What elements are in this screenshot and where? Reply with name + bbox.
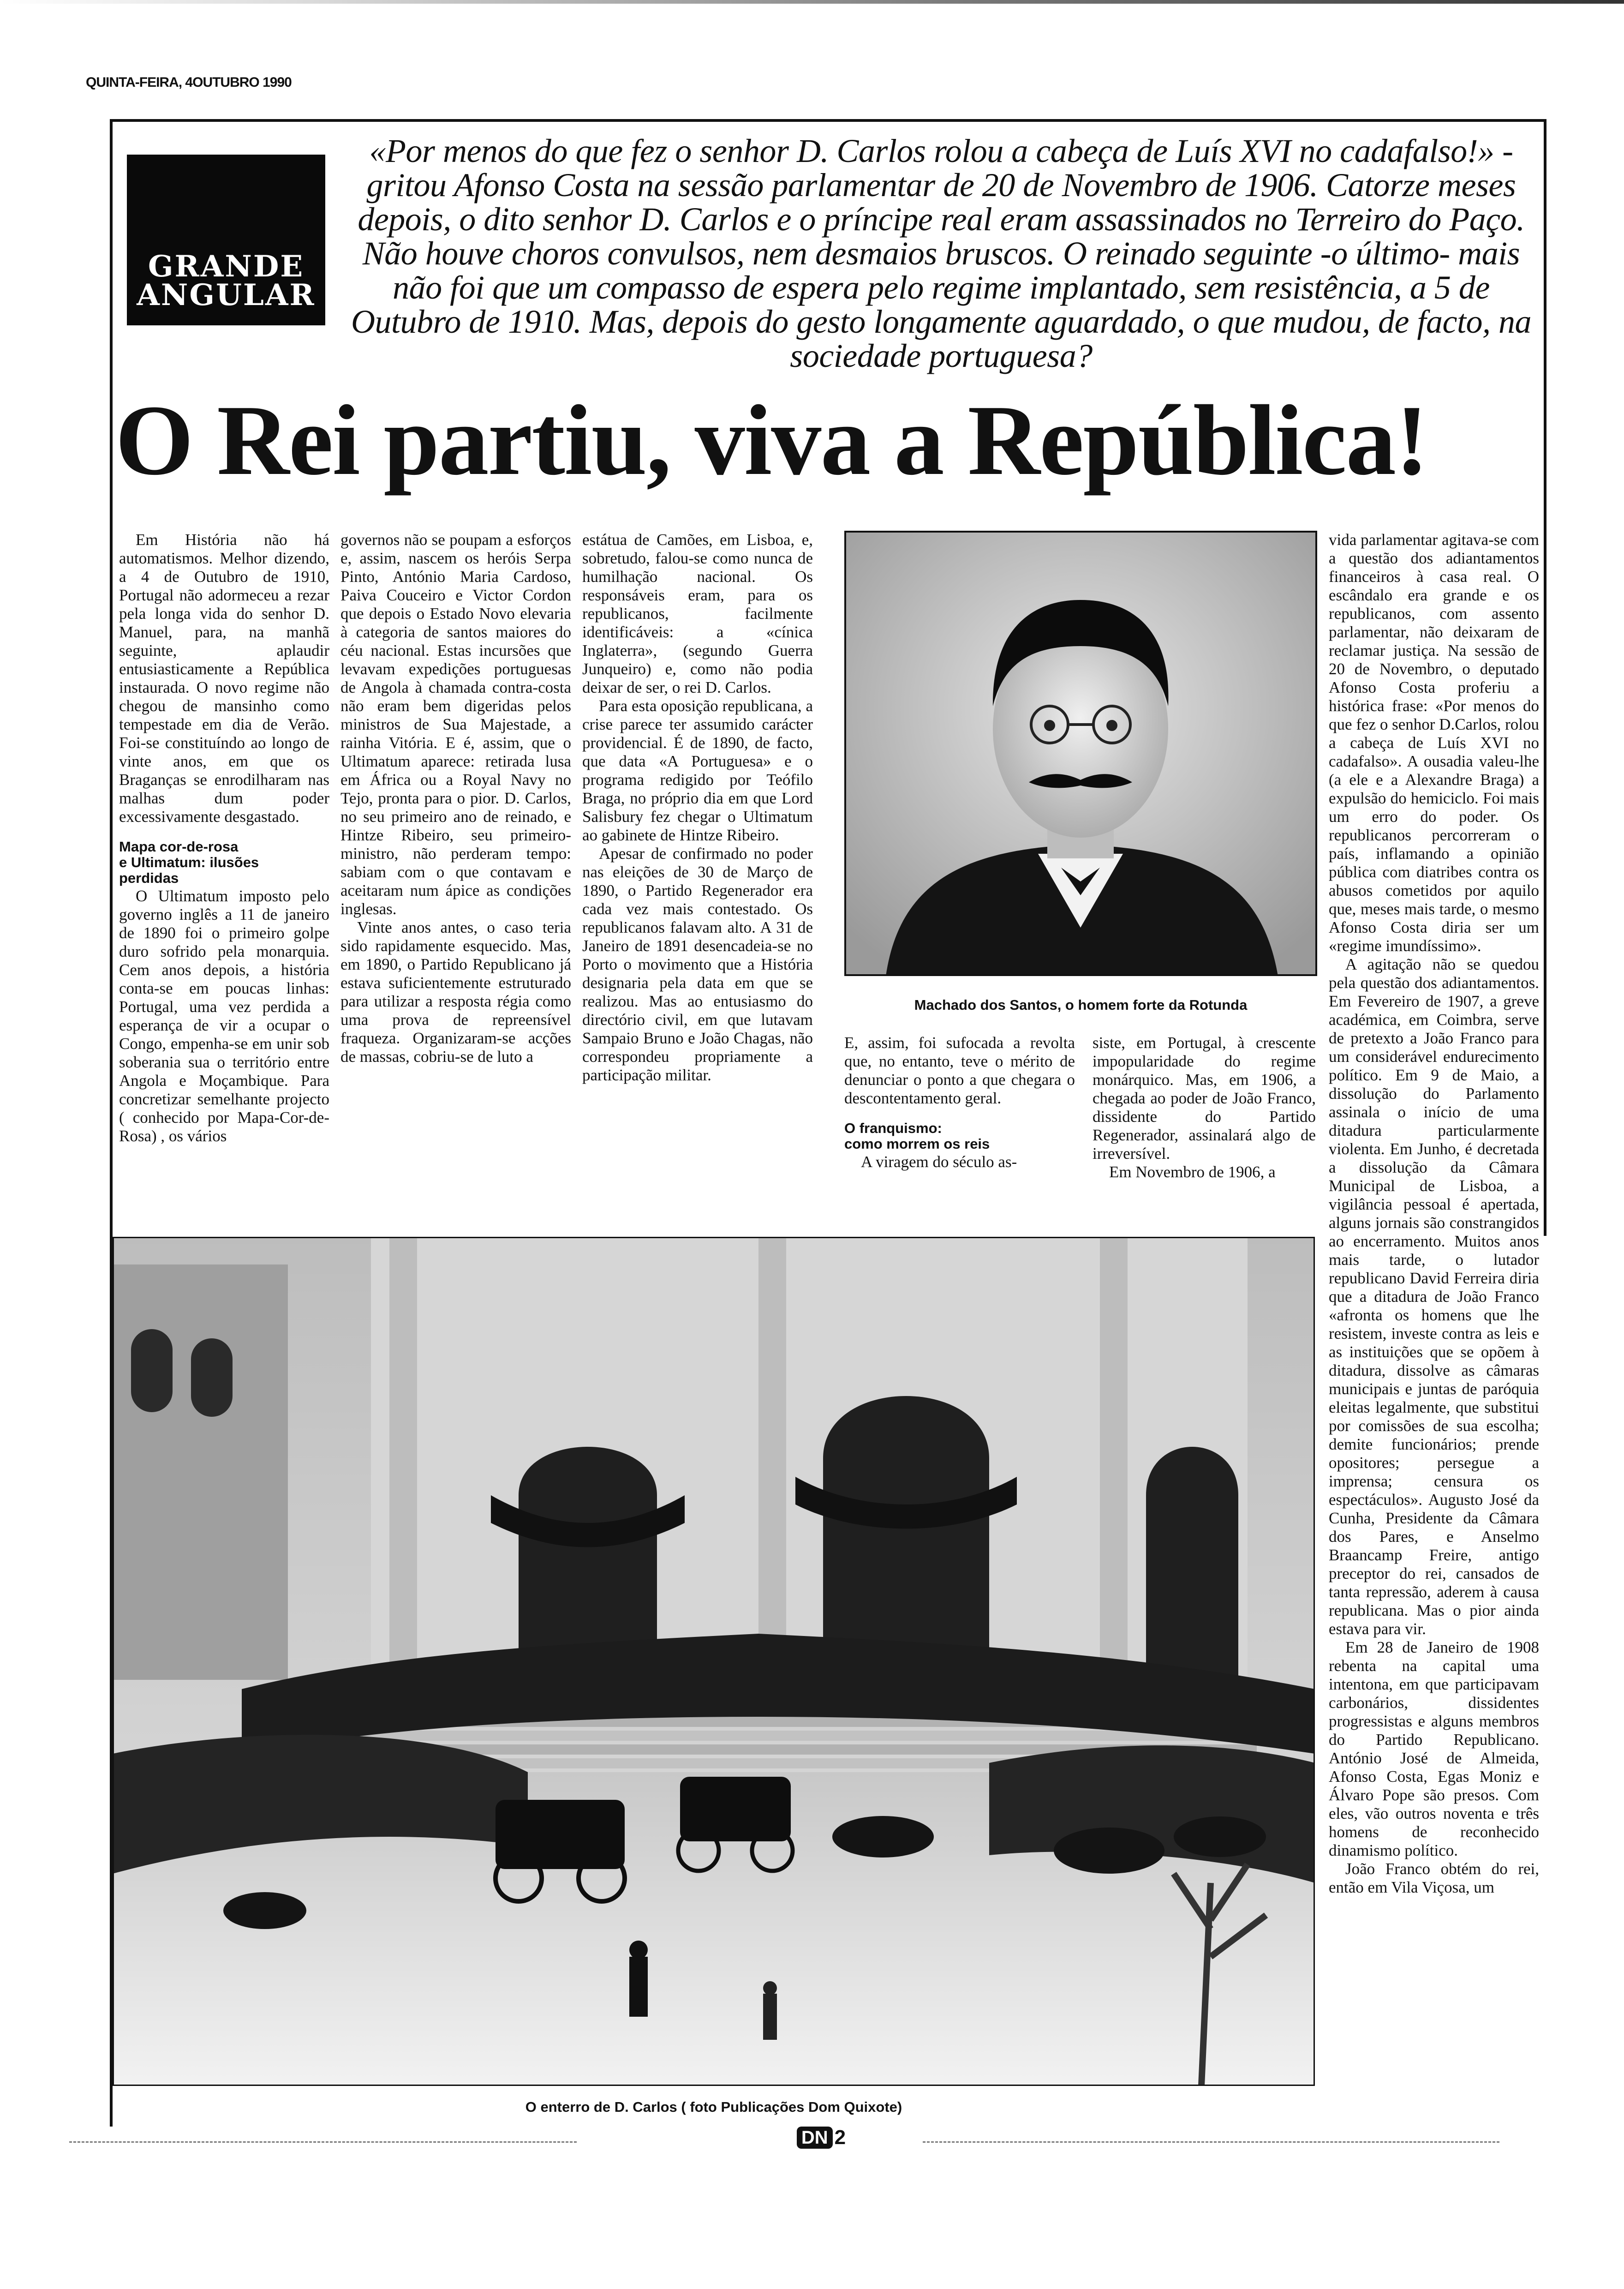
paragraph: governos não se poupam a esforços e, assim, nascem os heróis Serpa Pinto, António Maria Cardoso, Paiva Couceiro e Victor Cordon que depois o Estado Novo elevaria à categoria de santos maiores do céu nacional. Estas incursões que levavam expedições portuguesas de Angola à chamada contra-costa não eram bem digeridas pelos ministros de Sua Majestade, a rainha Vitória. E é, assim, que o Ultimatum aparece: retirada lusa em África ou a Royal Navy no Tejo, pronta para o pior. D. Carlos, no seu primeiro ano de reinado, e Hintze Ribeiro, seu primeiro-ministro, não perderam tempo: sabiam com o que contavam e aceitaram num ápice as condições inglesas.	[340, 531, 571, 918]
paragraph: Em 28 de Janeiro de 1908 rebenta na capital uma intentona, em que participavam carbonários, dissidentes progressistas e alguns membros do Partido Republicano. António José de Almeida, Afonso Costa, Egas Moniz e Álvaro Pope são presos. Com eles, vão outros noventa e três homens de reconhecido dinamismo político.	[1329, 1638, 1539, 1859]
subheading-line: perdidas	[119, 870, 179, 886]
frame-top-rule	[110, 119, 1546, 122]
paragraph: E, assim, foi sufocada a revolta que, no entanto, teve o mérito de denunciar o ponto a que chegara o descontentamento geral.	[844, 1034, 1075, 1107]
paragraph: estátua de Camões, em Lisboa, e, sobretudo, falou-se como nunca de humilhação nacional. Os responsáveis eram, para os republicanos, facilmente identificáveis: a «cínica Inglaterra», (segundo Guerra Junqueiro) e, como não podia deixar de ser, o rei D. Carlos.	[582, 531, 813, 696]
portrait-illustration	[844, 531, 1317, 976]
column-1	[119, 531, 329, 1145]
paragraph: A agitação não se quedou pela questão dos adiantamentos. Em Fevereiro de 1907, a greve académica, em Coimbra, serve de pretexto a João Franco para um considerável endurecimento político. Em 9 de Maio, a dissolução do Parlamento assinala o início de uma ditadura particularmente violenta. Em Junho, é decretada a dissolução da Câmara Municipal de Lisboa, a vigilância pessoal é apertada, alguns jornais são constrangidos ao encerramento. Muitos anos mais tarde, o lutador republicano David Ferreira diria que a ditadura de João Franco «afronta os homens que lhe resistem, investe contra as leis e as instituições que se opõem à ditadura, dissolve as câmaras municipais e juntas de paróquia eleitas legalmente, que substitui por comissões de sua escolha; demite funcionários; prende opositores; persegue a imprensa; censura os espectáculos». Augusto José da Cunha, Presidente da Câmara dos Pares, e Anselmo Braancamp Freire, antigo preceptor do rei, cansados de tanta repressão, aderem à causa republicana. Mas o pior ainda estava para vir.	[1329, 955, 1539, 1638]
paragraph: A viragem do século as-	[861, 1153, 1017, 1171]
subheading-franquismo	[844, 1121, 1075, 1152]
paragraph: Apesar de confirmado no poder nas eleições de 30 de Março de 1890, o Partido Regenerador era cada vez mais contestado. Os republicanos falavam alto. A 31 de Janeiro de 1891 desencadeia-se no Porto o movimento que a História designaria pela data em que se realizou. Mas ao entusiasmo do directório civil, em que lutavam Sampaio Bruno e João Chagas, não correspondeu propriamente a participação militar.	[582, 845, 813, 1084]
intro-standfirst: «Por menos do que fez o senhor D. Carlos rolou a cabeça de Luís XVI no cadafalso!» - gritou Afonso Costa na sessão parlamentar de 20 de Novembro de 1906. Catorze meses depois, o dito senhor D. Carlos e o príncipe real eram assassinados no Terreiro do Paço. Não houve choros convulsos, nem desmaios bruscos. O reinado seguinte -o último- mais não foi que um compasso de espera pelo regime implantado, sem resistência, a 5 de Outubro de 1910. Mas, depois do gesto longamente aguardado, o que mudou, de facto, na sociedade portuguesa?	[351, 132, 1531, 374]
column-6	[1329, 531, 1539, 1897]
paragraph: vida parlamentar agitava-se com a questão dos adiantamentos financeiros à casa real. O escândalo era grande e os republicanos, com assento parlamentar, não deixaram de reclamar justiça. Na sessão de 20 de Novembro, o deputado Afonso Costa proferiu a histórica frase: «Por menos do que fez o senhor D.Carlos, rolou a cabeça de Luís XVI no cadafalso». A ousadia valeu-lhe (a ele e a Alexandre Braga) a expulsão do hemiciclo. Foi mais um erro do poder. Os republicanos percorreram o país, inflamando a opinião pública com diatribes contra os abusos cometidos por aquilo que, meses mais tarde, o mesmo Afonso Costa diria ser um «regime imundíssimo».	[1329, 531, 1539, 955]
paragraph: Em História não há automatismos. Melhor dizendo, a 4 de Outubro de 1910, Portugal não adormeceu a rezar pela longa vida do senhor D. Manuel, para, na manhã seguinte, aplaudir entusiasticamente a República instaurada. O novo regime não chegou de mansinho como tempestade em dia de Verão. Foi-se constituíndo ao longo de vinte anos, em que os Braganças se enrodilharam nas malhas dum poder excessivamente desgastado.	[119, 531, 329, 826]
article-headline: O Rei partiu, viva a República!	[115, 385, 1428, 496]
footer-dash-left	[69, 2141, 577, 2143]
photo-caption: O enterro de D. Carlos ( foto Publicações Dom Quixote)	[525, 2099, 902, 2115]
section-label-line2: ANGULAR	[137, 278, 316, 312]
column-3	[582, 531, 813, 1085]
subheading-mapa	[119, 839, 329, 886]
dateline: QUINTA-FEIRA, 4OUTUBRO 1990	[86, 75, 292, 90]
subheading-line: e Ultimatum: ilusões	[119, 854, 259, 870]
portrait-caption: Machado dos Santos, o homem forte da Rotunda	[914, 997, 1248, 1013]
newspaper-logo: DN	[797, 2127, 833, 2149]
paragraph: siste, em Portugal, à crescente impopularidade do regime monárquico. Mas, em 1906, a chegada ao poder de João Franco, dissidente do Partido Regenerador, assinalará algo de irreversível.	[1093, 1034, 1316, 1162]
funeral-photo	[113, 1237, 1315, 2086]
paragraph: João Franco obtém do rei, então em Vila Viçosa, um	[1329, 1860, 1539, 1896]
column-4	[844, 1034, 1075, 1171]
page-marker	[784, 2124, 858, 2151]
subheading-line: como morrem os reis	[844, 1136, 990, 1152]
paragraph: Para esta oposição republicana, a crise parece ter assumido carácter providencial. É de 1890, de facto, que data «A Portuguesa» e o programa redigido por Teófilo Braga, no próprio dia em que Lord Salisbury fez chegar o Ultimatum ao gabinete de Hintze Ribeiro.	[582, 697, 813, 844]
section-label-line1: GRANDE	[148, 249, 304, 284]
paragraph: O Ultimatum imposto pelo governo inglês a 11 de janeiro de 1890 foi o primeiro golpe duro sofrido pela monarquia. Cem anos depois, a história conta-se em poucas linhas: Portugal, uma vez perdida a esperança de vir a ocupar o Congo, empenha-se em unir sob soberania sua o território entre Angola e Moçambique. Para concretizar semelhante projecto ( conhecido por Mapa-Cor-de-Rosa) , os vários	[119, 887, 329, 1145]
portrait-photo	[844, 531, 1317, 976]
footer-dash-right	[923, 2141, 1499, 2143]
paragraph: Em Novembro de 1906, a	[1109, 1163, 1276, 1181]
top-rule	[0, 0, 1624, 4]
subheading-line: Mapa cor-de-rosa	[119, 839, 239, 855]
column-5	[1093, 1034, 1316, 1181]
subheading-line: O franquismo:	[844, 1120, 942, 1136]
page-number: 2	[834, 2126, 846, 2149]
section-label-box	[127, 155, 325, 325]
paragraph: Vinte anos antes, o caso teria sido rapidamente esquecido. Mas, em 1890, o Partido Republicano já estava suficientemente estruturado para utilizar a resposta régia como uma prova de repreensível fraqueza. Organizaram-se acções de massas, cobriu-se de luto a	[340, 918, 571, 1066]
frame-right-rule	[1544, 119, 1546, 1236]
column-2	[340, 531, 571, 1066]
funeral-illustration	[113, 1237, 1315, 2086]
